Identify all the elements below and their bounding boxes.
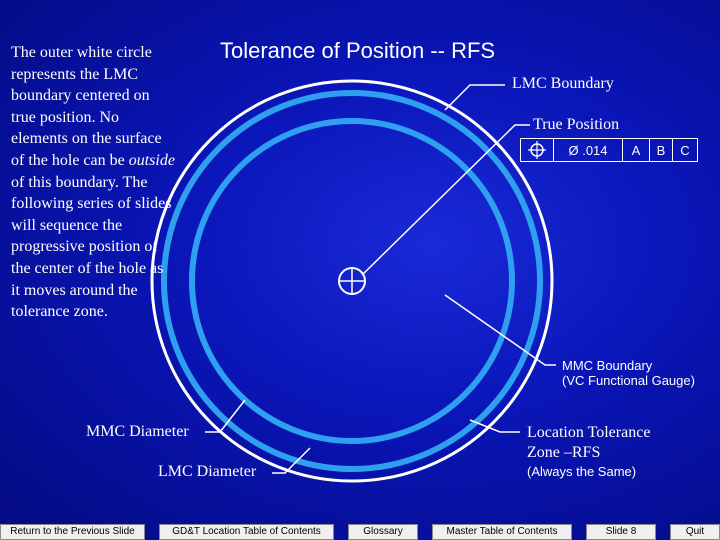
fcf-datum-a: A bbox=[623, 139, 650, 161]
feature-control-frame bbox=[520, 138, 698, 162]
slide-number-button[interactable]: Slide 8 bbox=[586, 524, 656, 540]
navigation-bar bbox=[0, 524, 720, 540]
mmc-boundary-label: MMC Boundary (VC Functional Gauge) bbox=[562, 358, 695, 388]
mmc-diameter-label: MMC Diameter bbox=[86, 423, 189, 440]
lmc-boundary-leader bbox=[445, 85, 505, 110]
page-title: Tolerance of Position -- RFS bbox=[220, 38, 496, 63]
fcf-datum-c: C bbox=[680, 142, 690, 158]
glossary-button[interactable]: Glossary bbox=[348, 524, 418, 540]
quit-button[interactable]: Quit bbox=[670, 524, 720, 540]
gdt-contents-button[interactable]: GD&T Location Table of Contents bbox=[159, 524, 334, 540]
true-position-label: True Position bbox=[533, 116, 620, 133]
fcf-datum-b: B bbox=[650, 139, 673, 161]
lmc-diameter-label: LMC Diameter bbox=[158, 463, 257, 480]
master-contents-button[interactable]: Master Table of Contents bbox=[432, 524, 572, 540]
lmc-boundary-label: LMC Boundary bbox=[512, 75, 614, 92]
intro-text: The outer white circle represents the LMC boundary centered on true position. No elements on the surface of the hole can be outside of this boundary. The following series of slides will sequence the progressive position of the center of the hole as it moves around the tolerance zone. bbox=[11, 44, 175, 321]
location-tolerance-label: Location Tolerance Zone –RFS (Always the Same) bbox=[527, 424, 651, 479]
true-position-leader bbox=[362, 125, 530, 275]
previous-slide-button[interactable]: Return to the Previous Slide bbox=[0, 524, 145, 540]
fcf-tolerance: Ø .014 bbox=[554, 139, 623, 161]
position-icon bbox=[521, 139, 554, 161]
